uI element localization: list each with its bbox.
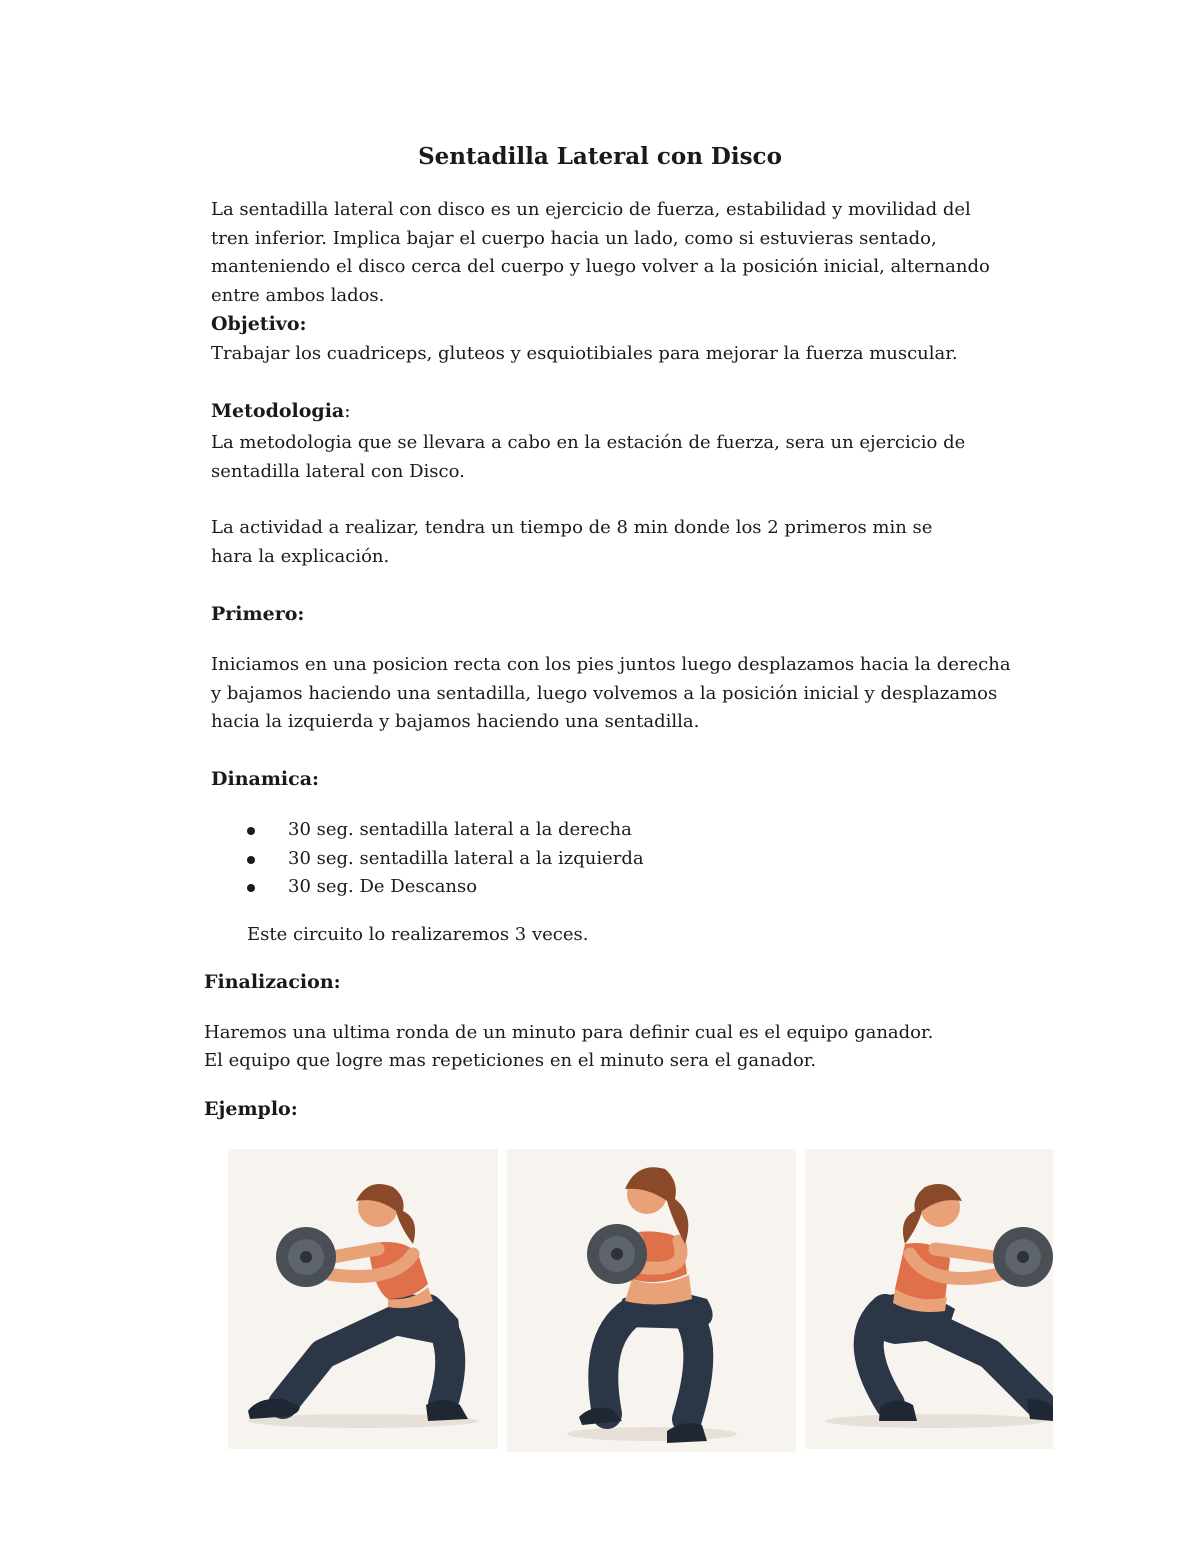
primero-text: Iniciamos en una posicion recta con los pies juntos luego desplazamos hacia la derecha y bajamos haciendo una sentadilla, luego volvemos a la posición inicial y desplazamos hacia la izquierda y bajamos haciendo una sentadilla. — [211, 654, 1011, 732]
metodologia-heading — [211, 400, 351, 422]
example-image-center-squat — [507, 1149, 796, 1452]
finalizacion-heading: Finalizacion: — [204, 971, 341, 993]
dinamica-note: Este circuito lo realizaremos 3 veces. — [247, 924, 589, 945]
objetivo-heading: Objetivo: — [211, 313, 307, 335]
metodologia-heading-colon: : — [344, 400, 351, 422]
dinamica-list — [244, 816, 644, 902]
objetivo-text: Trabajar los cuadriceps, gluteos y esquiotibiales para mejorar la fuerza muscular. — [211, 343, 958, 364]
list-item: 30 seg. sentadilla lateral a la derecha — [244, 816, 644, 845]
document-title: Sentadilla Lateral con Disco — [418, 143, 782, 170]
ejemplo-heading: Ejemplo: — [204, 1098, 298, 1120]
intro-paragraph: La sentadilla lateral con disco es un ejercicio de fuerza, estabilidad y movilidad del tren inferior. Implica bajar el cuerpo hacia un lado, como si estuvieras sentado, manteniendo el disco cerca del cuerpo y luego volver a la posición inicial, alternando entre ambos lados. — [211, 199, 990, 306]
list-item: 30 seg. De Descanso — [244, 873, 644, 902]
list-item: 30 seg. sentadilla lateral a la izquierda — [244, 845, 644, 874]
finalizacion-line-1: Haremos una ultima ronda de un minuto para definir cual es el equipo ganador. — [204, 1022, 934, 1043]
example-image-lateral-squat-left — [228, 1149, 498, 1449]
metodologia-text-1: La metodologia que se llevara a cabo en la estación de fuerza, sera un ejercicio de sentadilla lateral con Disco. — [211, 432, 966, 482]
example-image-lateral-squat-right — [805, 1149, 1053, 1449]
metodologia-heading-label: Metodologia — [211, 400, 345, 422]
finalizacion-line-2: El equipo que logre mas repeticiones en el minuto sera el ganador. — [204, 1050, 817, 1071]
primero-heading: Primero: — [211, 603, 305, 625]
squat-illustration-2 — [507, 1149, 796, 1452]
dinamica-heading: Dinamica: — [211, 768, 320, 790]
metodologia-text-2: La actividad a realizar, tendra un tiempo de 8 min donde los 2 primeros min se hara la explicación. — [211, 517, 933, 567]
squat-illustration-3 — [805, 1149, 1053, 1449]
squat-illustration-1 — [228, 1149, 498, 1449]
